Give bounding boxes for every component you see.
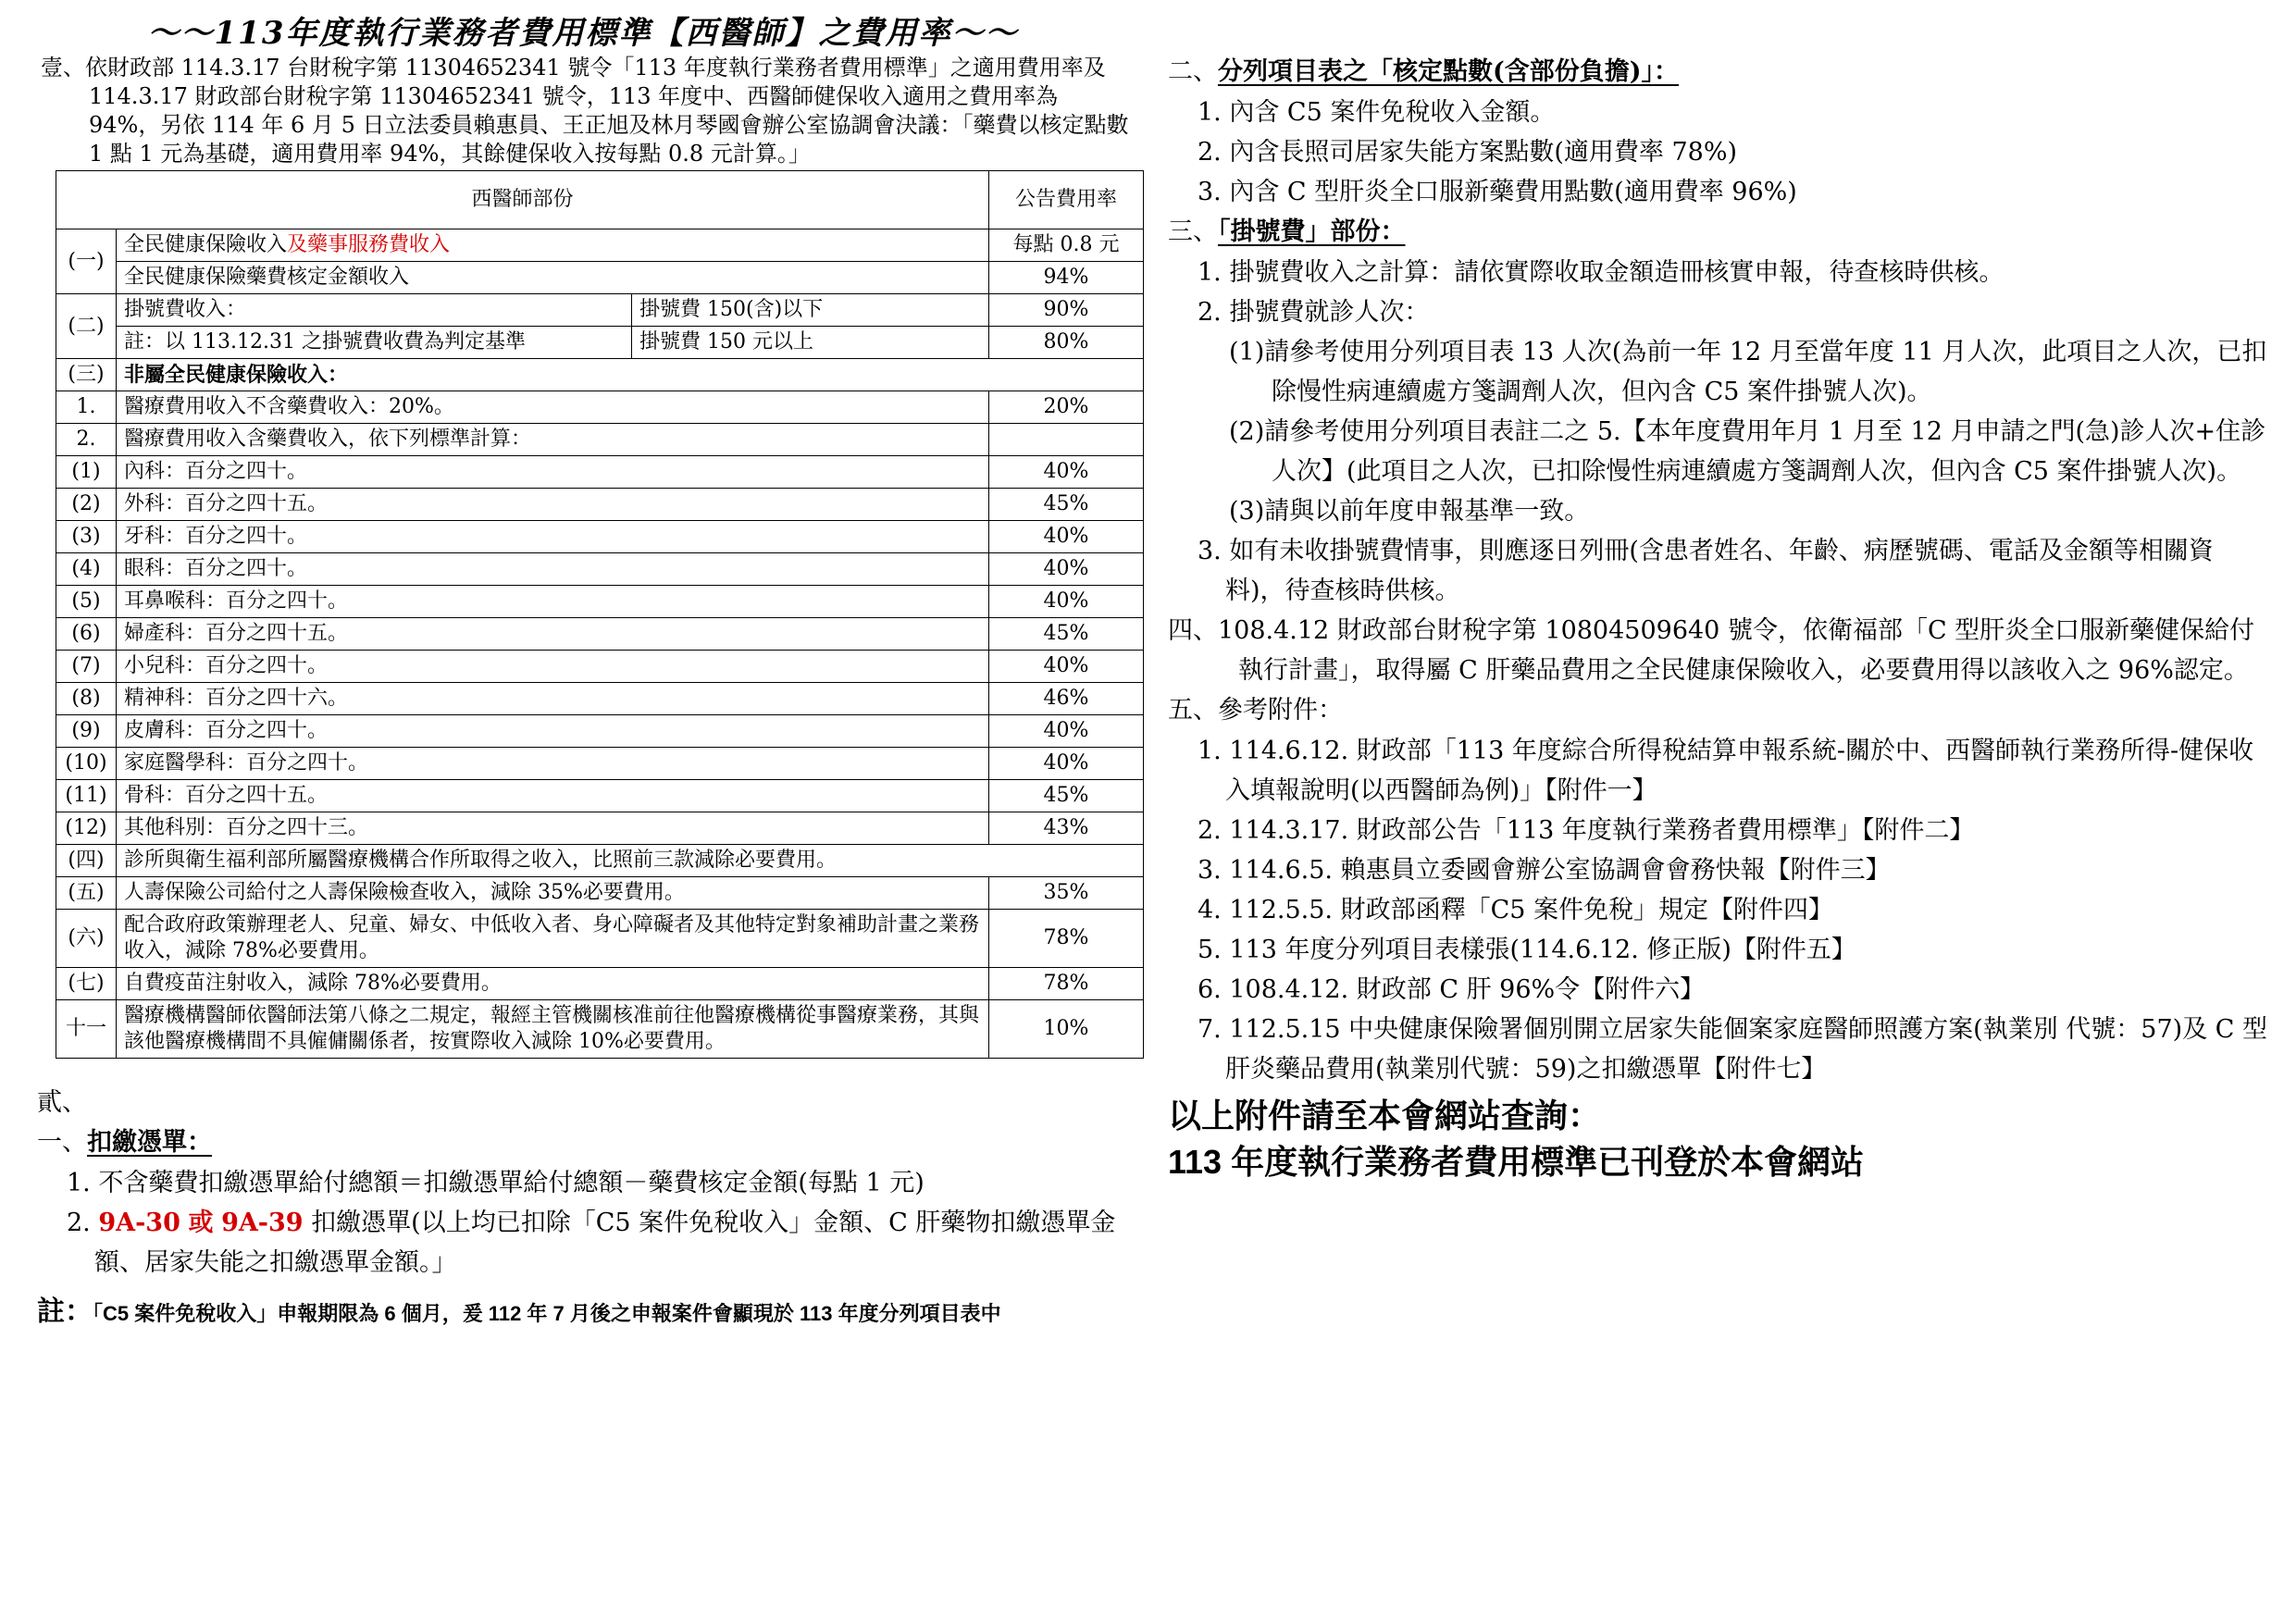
table-row [56,683,1144,715]
table-row [56,910,1144,968]
row-rate: 10% [989,1000,1144,1059]
list-item: 1. 114.6.12. 財政部「113 年度綜合所得稅結算申報系統-關於中、西醫師執行業務所得-健保收入填報說明(以西醫師為例)」【附件一】 [1198,737,2254,805]
list-item: 1. 掛號費收入之計算：請依實際收取金額造冊核實申報，待查核時供核。 [1198,258,2004,287]
row-rate: 45% [989,618,1144,651]
row-no: 十一 [56,1000,117,1059]
table-row [56,780,1144,812]
list-item: 6. 108.4.12. 財政部 C 肝 96%令【附件六】 [1198,975,1706,1004]
table-row [56,489,1144,521]
row-no: (4) [56,553,117,586]
table-row [56,521,1144,553]
table-row [56,327,1144,359]
table-row [56,229,1144,262]
table-row [56,456,1144,489]
row-rate: 45% [989,489,1144,521]
row-rate: 40% [989,715,1144,748]
row-no: 1. [56,391,117,424]
row-rate: 43% [989,812,1144,845]
row-rate: 35% [989,877,1144,910]
page-title: ～～113年度執行業務者費用標準【西醫師】之費用率～～ [147,15,1019,52]
row-no: (七) [56,968,117,1000]
list-item: 5. 113 年度分列項目表樣張(114.6.12. 修正版)【附件五】 [1198,936,1856,964]
row-label: 醫療機構醫師依醫師法第八條之二規定，報經主管機關核准前往他醫療機構從事醫療業務，其與該他醫療機構間不具僱傭關係者，按實際收入減除 10%必要費用。 [117,1000,989,1059]
list-item: 2. 內含長照司居家失能方案點數(適用費率 78%) [1198,138,1738,167]
row-no: (9) [56,715,117,748]
section-3-heading: 三、「掛號費」部份： [1168,217,1406,246]
header-rate: 公告費用率 [989,171,1144,229]
row-no: (5) [56,586,117,618]
row-rate: 78% [989,968,1144,1000]
fee-rate-table [56,170,1144,1059]
row-no: (7) [56,651,117,683]
right-column [1168,52,2269,1185]
part2-heading: 貳、 [37,1088,87,1117]
row-label: 自費疫苗注射收入，減除 78%必要費用。 [117,968,989,1000]
row-label: 骨科：百分之四十五。 [117,780,989,812]
row-rate: 40% [989,748,1144,780]
row-rate: 每點 0.8 元 [989,229,1144,262]
row-label: 掛號費收入： [117,294,632,327]
row-no: (三) [56,359,117,391]
row-label: 人壽保險公司給付之人壽保險檢查收入，減除 35%必要費用。 [117,877,989,910]
row-rate: 40% [989,586,1144,618]
row-label: 診所與衛生福利部所屬醫療機構合作所取得之收入，比照前三款減除必要費用。 [117,845,1144,877]
row-no: (2) [56,489,117,521]
row-rate: 46% [989,683,1144,715]
table-header-row [56,171,1144,229]
row-label: 其他科別：百分之四十三。 [117,812,989,845]
row-no: (10) [56,748,117,780]
list-item: 2. 114.3.17. 財政部公告「113 年度執行業務者費用標準」【附件二】 [1198,816,1975,845]
withholding-item-2: 2. 9A-30 或 9A-39 扣繳憑單(以上均已扣除「C5 案件免稅收入」金額、C 肝藥物扣繳憑單金額、居家失能之扣繳憑單金額。」 [67,1209,1116,1277]
row-no: 2. [56,424,117,456]
table-row [56,586,1144,618]
row-rate [989,424,1144,456]
row-rate: 20% [989,391,1144,424]
table-row [56,262,1144,294]
row-label: 小兒科：百分之四十。 [117,651,989,683]
table-row [56,391,1144,424]
row-label: 耳鼻喉科：百分之四十。 [117,586,989,618]
list-item: 3. 如有未收掛號費情事，則應逐日列冊(含患者姓名、年齡、病歷號碼、電話及金額等相關資料)，待查核時供核。 [1198,537,2214,605]
section-2-heading: 二、分列項目表之「核定點數(含部份負擔)」： [1168,57,1680,86]
list-item: 3. 114.6.5. 賴惠員立委國會辦公室協調會會務快報【附件三】 [1198,856,1891,885]
row-no: (五) [56,877,117,910]
table-row [56,877,1144,910]
row-no: (6) [56,618,117,651]
row-rate: 78% [989,910,1144,968]
row-label: 掛號費 150(含)以下 [632,294,989,327]
table-row [56,968,1144,1000]
row-label: 精神科：百分之四十六。 [117,683,989,715]
row-label: 皮膚科：百分之四十。 [117,715,989,748]
list-item: (1)請參考使用分列項目表 13 人次(為前一年 12 月至當年度 11 月人次，此項目之人次，已扣除慢性病連續處方箋調劑人次，但內含 C5 案件掛號人次)。 [1229,338,2267,406]
row-no: (六) [56,910,117,968]
table-row [56,812,1144,845]
row-label: 家庭醫學科：百分之四十。 [117,748,989,780]
row-rate: 80% [989,327,1144,359]
row-label: 全民健康保險藥費核定金額收入 [117,262,989,294]
row-label: 醫療費用收入含藥費收入，依下列標準計算： [117,424,989,456]
row-rate: 40% [989,521,1144,553]
withholding-heading: 一、扣繳憑單： [37,1128,212,1157]
section-4: 四、108.4.12 財政部台財稅字第 10804509640 號令，依衛福部「C 型肝炎全口服新藥健保給付執行計畫」，取得屬 C 肝藥品費用之全民健康保險收入，必要費用得以該收入之 96%認定。 [1168,616,2255,685]
row-label: 掛號費 150 元以上 [632,327,989,359]
table-row [56,294,1144,327]
final-note-2: 113 年度執行業務者費用標準已刊登於本會網站 [1168,1143,1865,1181]
list-item: 2. 掛號費就診人次： [1198,298,1430,327]
table-row [56,651,1144,683]
final-note-1: 以上附件請至本會網站查詢： [1168,1097,1602,1134]
list-item: 7. 112.5.15 中央健康保險署個別開立居家失能個案家庭醫師照護方案(執業別 代號：57)及 C 型肝炎藥品費用(執業別代號：59)之扣繳憑單【附件七】 [1198,1015,2267,1084]
table-row [56,748,1144,780]
row-rate: 40% [989,456,1144,489]
table-row [56,618,1144,651]
row-no: (3) [56,521,117,553]
part2-section [37,1083,1129,1333]
row-no: (四) [56,845,117,877]
list-item: (3)請與以前年度申報基準一致。 [1229,497,1590,526]
row-label: 非屬全民健康保險收入： [117,359,1144,391]
section-5-heading: 五、參考附件： [1168,696,1343,725]
intro-paragraph: 壹、依財政部 114.3.17 台財稅字第 11304652341 號令「113 年度執行業務者費用標準」之適用費用率及 114.3.17 財政部台財稅字第 11304652341 號令，113 年度中、西醫師健保收入適用之費用率為 94%，另依 114 年 6 月 5 日立法委員賴惠員、王正旭及林月琴國會辦公室協調會決議：「藥費以核定點數 1 點 1 元為基礎，適用費用率 94%，其餘健保收入按每點 0.8 元計算。」 [41,55,1129,167]
list-item: (2)請參考使用分列項目表註二之 5.【本年度費用年月 1 月至 12 月申請之門(急)診人次+住診人次】(此項目之人次，已扣除慢性病連續處方箋調劑人次，但內含 C5 案件掛號人次)。 [1229,417,2266,486]
table-row [56,553,1144,586]
row-label: 內科：百分之四十。 [117,456,989,489]
row-rate: 40% [989,553,1144,586]
row-rate: 40% [989,651,1144,683]
row-no: (11) [56,780,117,812]
row-no: (二) [56,294,117,359]
table-row [56,359,1144,391]
row-label: 婦產科：百分之四十五。 [117,618,989,651]
table-row [56,845,1144,877]
row-rate: 45% [989,780,1144,812]
row-label: 眼科：百分之四十。 [117,553,989,586]
row-no: (1) [56,456,117,489]
row-label: 註：以 113.12.31 之掛號費收費為判定基準 [117,327,632,359]
footnote: 註：「C5 案件免稅收入」申報期限為 6 個月，爰 112 年 7 月後之申報案件會顯現於 113 年度分列項目表中 [37,1296,1001,1327]
row-rate: 94% [989,262,1144,294]
table-row [56,715,1144,748]
row-no: (一) [56,229,117,294]
withholding-item-1: 1. 不含藥費扣繳憑單給付總額＝扣繳憑單給付總額－藥費核定金額(每點 1 元) [67,1169,925,1197]
row-no: (8) [56,683,117,715]
row-rate: 90% [989,294,1144,327]
row-label: 牙科：百分之四十。 [117,521,989,553]
row-label: 全民健康保險收入及藥事服務費收入 [117,229,989,262]
row-label: 配合政府政策辦理老人、兒童、婦女、中低收入者、身心障礙者及其他特定對象補助計畫之業務收入，減除 78%必要費用。 [117,910,989,968]
table-row [56,1000,1144,1059]
list-item: 3. 內含 C 型肝炎全口服新藥費用點數(適用費率 96%) [1198,178,1797,206]
row-label: 外科：百分之四十五。 [117,489,989,521]
row-label: 醫療費用收入不含藥費收入：20%。 [117,391,989,424]
list-item: 1. 內含 C5 案件免稅收入金額。 [1198,98,1556,127]
table-row [56,424,1144,456]
header-left: 西醫師部份 [56,171,989,229]
list-item: 4. 112.5.5. 財政部函釋「C5 案件免稅」規定【附件四】 [1198,896,1833,924]
row-no: (12) [56,812,117,845]
left-column [37,0,1129,1333]
